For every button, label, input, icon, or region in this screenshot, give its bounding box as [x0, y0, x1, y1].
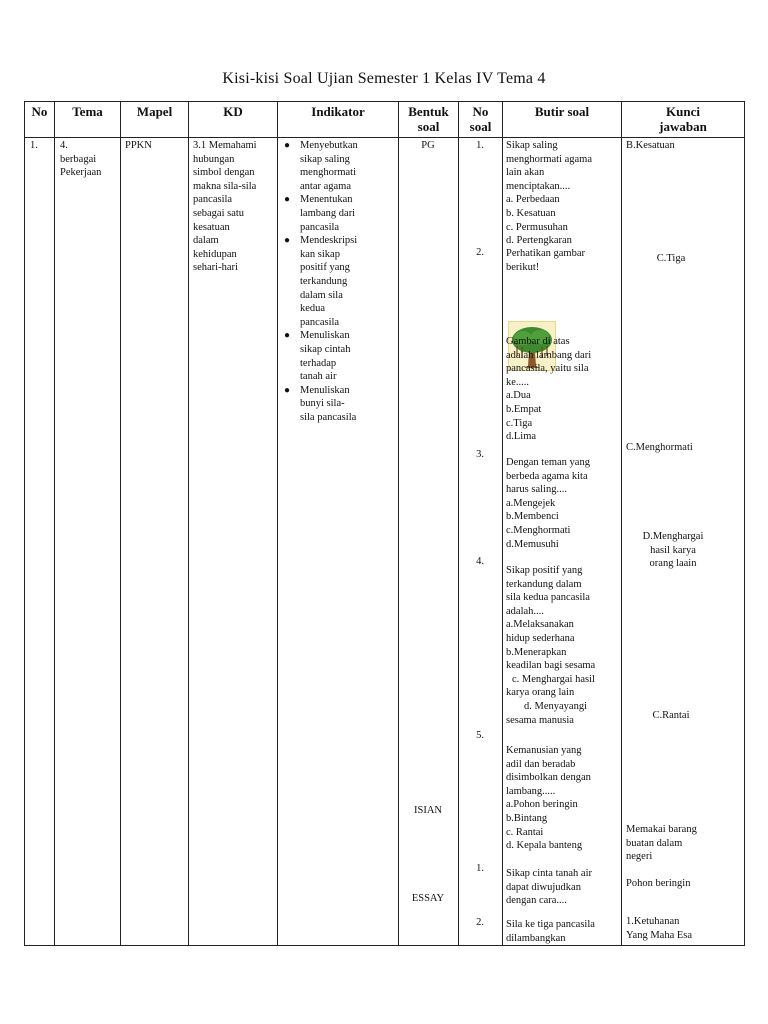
- indikator-list: [280, 139, 392, 424]
- question-2-body: Gambar di atas adalah lambang dari pancasila, yaitu sila ke..... a.Dua b.Empat c.Tiga d.Lima: [506, 336, 592, 443]
- question-number: 2.: [476, 917, 484, 928]
- bentuk-essay: ESSAY: [411, 893, 445, 904]
- list-item: ● Mendeskripsi kan sikap positif yang terkandung dalam sila kedua pancasila: [284, 235, 358, 328]
- question-2-prompt: Perhatikan gambar berikut!: [506, 248, 586, 273]
- bentuk-pg: PG: [421, 140, 435, 151]
- isian-question-1: Sikap cinta tanah air dapat diwujudkan dengan cara....: [506, 868, 593, 907]
- document-title: Kisi-kisi Soal Ujian Semester 1 Kelas IV Tema 4: [222, 70, 546, 87]
- header-bentuk-soal: Bentuk soal: [399, 102, 459, 138]
- cell-bentuk-soal: [399, 138, 459, 946]
- question-number: 1.: [476, 863, 484, 874]
- tema-text: 4. berbagai Pekerjaan: [60, 140, 102, 179]
- question-1: Sikap saling menghormati agama lain akan menciptakan.... a. Perbedaan b. Kesatuan c. Permusuhan d. Pertengkaran: [506, 140, 593, 247]
- cell-no-soal: [459, 138, 503, 946]
- question-number: 3.: [476, 449, 484, 460]
- answer-key: B.Kesatuan: [626, 140, 675, 151]
- list-item: ● Menuliskan bunyi sila- sila pancasila: [284, 384, 357, 423]
- question-number: 2.: [476, 247, 484, 258]
- answer-key: Pohon beringin: [626, 878, 691, 889]
- question-number: 1.: [476, 140, 484, 151]
- table-row: [25, 138, 745, 946]
- answer-key: Memakai barang buatan dalam negeri: [626, 824, 697, 863]
- essay-question-1: Sila ke tiga pancasila dilambangkan: [506, 919, 595, 944]
- question-4: Sikap positif yang terkandung dalam sila kedua pancasila adalah.... a.Melaksanakan hidup sederhana b.Menerapkan keadilan bagi sesama c. Menghargai hasil karya orang lain d. Menyayangi sesama manusia: [506, 565, 596, 726]
- question-5: Kemanusian yang adil dan beradab disimbolkan dengan lambang..... a.Pohon beringin b.Bintang c. Rantai d. Kepala banteng: [506, 745, 591, 852]
- list-item: ● Menyebutkan sikap saling menghormati antar agama: [284, 140, 358, 192]
- answer-key: C.Menghormati: [626, 442, 693, 453]
- header-indikator: Indikator: [278, 102, 399, 138]
- cell-kunci-jawaban: [622, 138, 745, 946]
- header-tema: Tema: [55, 102, 121, 138]
- answer-key: D.Menghargai hasil karya orang laain: [642, 531, 704, 570]
- question-number: 5.: [476, 730, 484, 741]
- question-3: Dengan teman yang berbeda agama kita harus saling.... a.Mengejek b.Membenci c.Menghormati d.Memusuhi: [506, 457, 590, 550]
- kisi-kisi-table: [24, 101, 745, 946]
- question-number: 4.: [476, 556, 484, 567]
- header-mapel: Mapel: [121, 102, 189, 138]
- kd-text: 3.1 Memahami hubungan simbol dengan makna sila-sila pancasila sebagai satu kesatuan dalam kehidupan sehari-hari: [193, 140, 257, 274]
- header-no-soal: No soal: [459, 102, 503, 138]
- cell-mapel: [121, 138, 189, 946]
- list-item: ● Menuliskan sikap cintah terhadap tanah air: [284, 330, 351, 383]
- bentuk-isian: ISIAN: [414, 805, 442, 816]
- answer-key: C.Tiga: [656, 253, 686, 264]
- list-item: ● Menentukan lambang dari pancasila: [284, 194, 356, 233]
- header-kd: KD: [189, 102, 278, 138]
- cell-butir-soal: [503, 138, 622, 946]
- cell-no: [25, 138, 55, 946]
- mapel-text: PPKN: [125, 140, 152, 151]
- cell-tema: [55, 138, 121, 946]
- cell-kd: [189, 138, 278, 946]
- answer-key: 1.Ketuhanan Yang Maha Esa: [626, 916, 693, 941]
- header-kunci-jawaban: Kunci jawaban: [622, 102, 745, 138]
- answer-key: C.Rantai: [652, 710, 690, 721]
- cell-indikator: [278, 138, 399, 946]
- header-butir-soal: Butir soal: [503, 102, 622, 138]
- header-row: [25, 102, 745, 138]
- row-number: 1.: [30, 140, 38, 151]
- header-no: No: [25, 102, 55, 138]
